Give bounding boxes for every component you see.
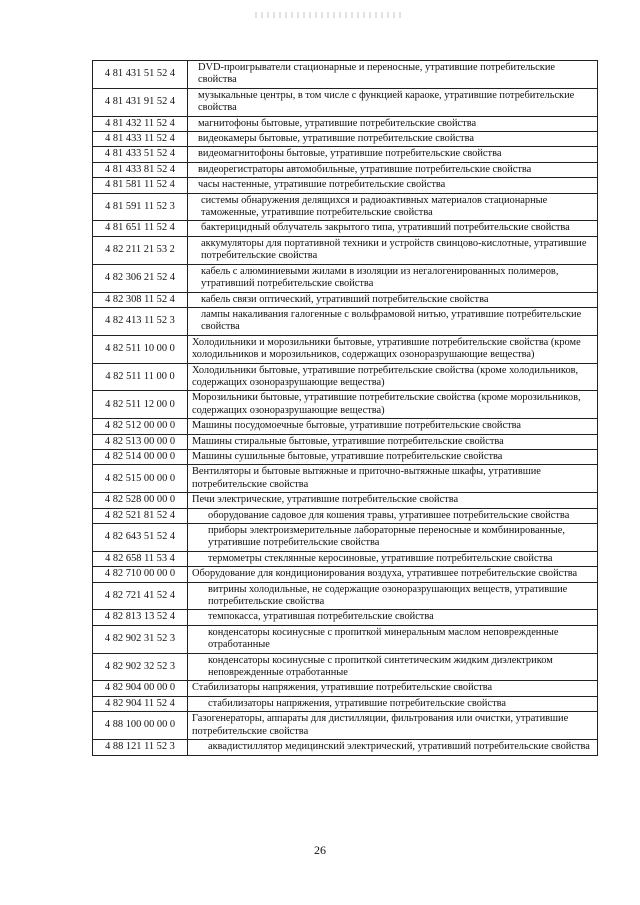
waste-description: часы настенные, утратившие потребительские свойства — [188, 178, 598, 193]
table-row — [93, 653, 598, 681]
scan-artifact — [255, 12, 405, 18]
waste-description: Печи электрические, утратившие потребительские свойства — [188, 493, 598, 508]
table-row — [93, 696, 598, 711]
waste-description: аквадистиллятор медицинский электрический, утративший потребительские свойства — [188, 740, 598, 755]
waste-code: 4 82 710 00 00 0 — [93, 567, 188, 582]
waste-code: 4 81 591 11 52 3 — [93, 193, 188, 221]
waste-code: 4 81 581 11 52 4 — [93, 178, 188, 193]
waste-description: термометры стеклянные керосиновые, утратившие потребительские свойства — [188, 551, 598, 566]
waste-description: кабель с алюминиевыми жилами в изоляции из негалогенированных полимеров, утративший потребительские свойства — [188, 264, 598, 292]
waste-description: витрины холодильные, не содержащие озоноразрушающих веществ, утратившие потребительские свойства — [188, 582, 598, 610]
waste-code: 4 81 431 91 52 4 — [93, 88, 188, 116]
table-row — [93, 582, 598, 610]
table-row — [93, 449, 598, 464]
waste-code: 4 82 413 11 52 3 — [93, 307, 188, 335]
waste-code: 4 81 651 11 52 4 — [93, 221, 188, 236]
waste-description: Машины посудомоечные бытовые, утратившие потребительские свойства — [188, 419, 598, 434]
waste-description: конденсаторы косинусные с пропиткой синтетическим жидким диэлектриком неповрежденные отработанные — [188, 653, 598, 681]
waste-description: стабилизаторы напряжения, утратившие потребительские свойства — [188, 696, 598, 711]
waste-code: 4 82 721 41 52 4 — [93, 582, 188, 610]
waste-code: 4 82 902 31 52 3 — [93, 625, 188, 653]
table-row — [93, 335, 598, 363]
waste-code: 4 81 433 81 52 4 — [93, 162, 188, 177]
table-row — [93, 391, 598, 419]
waste-description: конденсаторы косинусные с пропиткой минеральным маслом неповрежденные отработанные — [188, 625, 598, 653]
waste-description: видеорегистраторы автомобильные, утратившие потребительские свойства — [188, 162, 598, 177]
waste-description: аккумуляторы для портативной техники и устройств свинцово-кислотные, утратившие потребительские свойства — [188, 236, 598, 264]
waste-code: 4 82 904 00 00 0 — [93, 681, 188, 696]
waste-description: оборудование садовое для кошения травы, утратившее потребительские свойства — [188, 508, 598, 523]
table-row — [93, 88, 598, 116]
table-row — [93, 434, 598, 449]
table-row — [93, 567, 598, 582]
table-row — [93, 307, 598, 335]
waste-code: 4 82 308 11 52 4 — [93, 292, 188, 307]
waste-description: системы обнаружения делящихся и радиоактивных материалов стационарные таможенные, утратившие потребительские свойства — [188, 193, 598, 221]
table-row — [93, 147, 598, 162]
table-row — [93, 712, 598, 740]
waste-code: 4 82 902 32 52 3 — [93, 653, 188, 681]
table-row — [93, 493, 598, 508]
waste-description: видеокамеры бытовые, утратившие потребительские свойства — [188, 132, 598, 147]
table-row — [93, 551, 598, 566]
waste-code: 4 88 121 11 52 3 — [93, 740, 188, 755]
table-row — [93, 193, 598, 221]
table-row — [93, 292, 598, 307]
waste-code: 4 82 528 00 00 0 — [93, 493, 188, 508]
waste-description: Оборудование для кондиционирования воздуха, утратившее потребительские свойства — [188, 567, 598, 582]
waste-description: Морозильники бытовые, утратившие потребительские свойства (кроме морозильников, содержащих озоноразрушающие вещества) — [188, 391, 598, 419]
waste-code: 4 81 433 11 52 4 — [93, 132, 188, 147]
waste-code: 4 81 431 51 52 4 — [93, 61, 188, 89]
waste-description: Холодильники и морозильники бытовые, утратившие потребительские свойства (кроме холодильников и морозильников, содержащих озоноразрушающие вещества) — [188, 335, 598, 363]
waste-code: 4 82 658 11 53 4 — [93, 551, 188, 566]
table-row — [93, 116, 598, 131]
waste-code-table — [92, 60, 598, 756]
waste-description: бактерицидный облучатель закрытого типа, утративший потребительские свойства — [188, 221, 598, 236]
waste-code: 4 82 904 11 52 4 — [93, 696, 188, 711]
waste-code: 4 82 511 11 00 0 — [93, 363, 188, 391]
waste-code: 4 88 100 00 00 0 — [93, 712, 188, 740]
waste-code: 4 82 813 13 52 4 — [93, 610, 188, 625]
waste-code: 4 82 521 81 52 4 — [93, 508, 188, 523]
table-row — [93, 132, 598, 147]
waste-description: Вентиляторы и бытовые вытяжные и приточно-вытяжные шкафы, утратившие потребительские свойства — [188, 465, 598, 493]
waste-description: DVD-проигрыватели стационарные и переносные, утратившие потребительские свойства — [188, 61, 598, 89]
waste-code: 4 82 643 51 52 4 — [93, 524, 188, 552]
table-row — [93, 162, 598, 177]
waste-code: 4 82 515 00 00 0 — [93, 465, 188, 493]
table-row — [93, 740, 598, 755]
waste-description: Стабилизаторы напряжения, утратившие потребительские свойства — [188, 681, 598, 696]
table-row — [93, 419, 598, 434]
table-row — [93, 236, 598, 264]
waste-description: Газогенераторы, аппараты для дистилляции, фильтрования или очистки, утратившие потребительские свойства — [188, 712, 598, 740]
table-row — [93, 221, 598, 236]
waste-code: 4 81 433 51 52 4 — [93, 147, 188, 162]
table-row — [93, 61, 598, 89]
table-row — [93, 264, 598, 292]
waste-code: 4 82 511 12 00 0 — [93, 391, 188, 419]
waste-description: лампы накаливания галогенные с вольфрамовой нитью, утратившие потребительские свойства — [188, 307, 598, 335]
waste-description: кабель связи оптический, утративший потребительские свойства — [188, 292, 598, 307]
table-row — [93, 524, 598, 552]
table-row — [93, 465, 598, 493]
table-row — [93, 363, 598, 391]
table-row — [93, 178, 598, 193]
waste-code: 4 82 511 10 00 0 — [93, 335, 188, 363]
waste-description: Машины стиральные бытовые, утратившие потребительские свойства — [188, 434, 598, 449]
table-row — [93, 508, 598, 523]
waste-description: магнитофоны бытовые, утратившие потребительские свойства — [188, 116, 598, 131]
waste-description: темпокасса, утратившая потребительские свойства — [188, 610, 598, 625]
waste-description: музыкальные центры, в том числе с функцией караоке, утратившие потребительские свойства — [188, 88, 598, 116]
waste-description: Машины сушильные бытовые, утратившие потребительские свойства — [188, 449, 598, 464]
waste-code: 4 82 512 00 00 0 — [93, 419, 188, 434]
waste-code: 4 82 514 00 00 0 — [93, 449, 188, 464]
waste-description: видеомагнитофоны бытовые, утратившие потребительские свойства — [188, 147, 598, 162]
waste-code-rows — [93, 61, 598, 756]
waste-description: Холодильники бытовые, утратившие потребительские свойства (кроме холодильников, содержащих озоноразрушающие вещества) — [188, 363, 598, 391]
page-number: 26 — [314, 843, 326, 857]
waste-code: 4 81 432 11 52 4 — [93, 116, 188, 131]
table-row — [93, 610, 598, 625]
table-row — [93, 625, 598, 653]
waste-description: приборы электроизмерительные лабораторные переносные и комбинированные, утратившие потребительские свойства — [188, 524, 598, 552]
waste-code: 4 82 211 21 53 2 — [93, 236, 188, 264]
table-row — [93, 681, 598, 696]
waste-code: 4 82 306 21 52 4 — [93, 264, 188, 292]
waste-code: 4 82 513 00 00 0 — [93, 434, 188, 449]
